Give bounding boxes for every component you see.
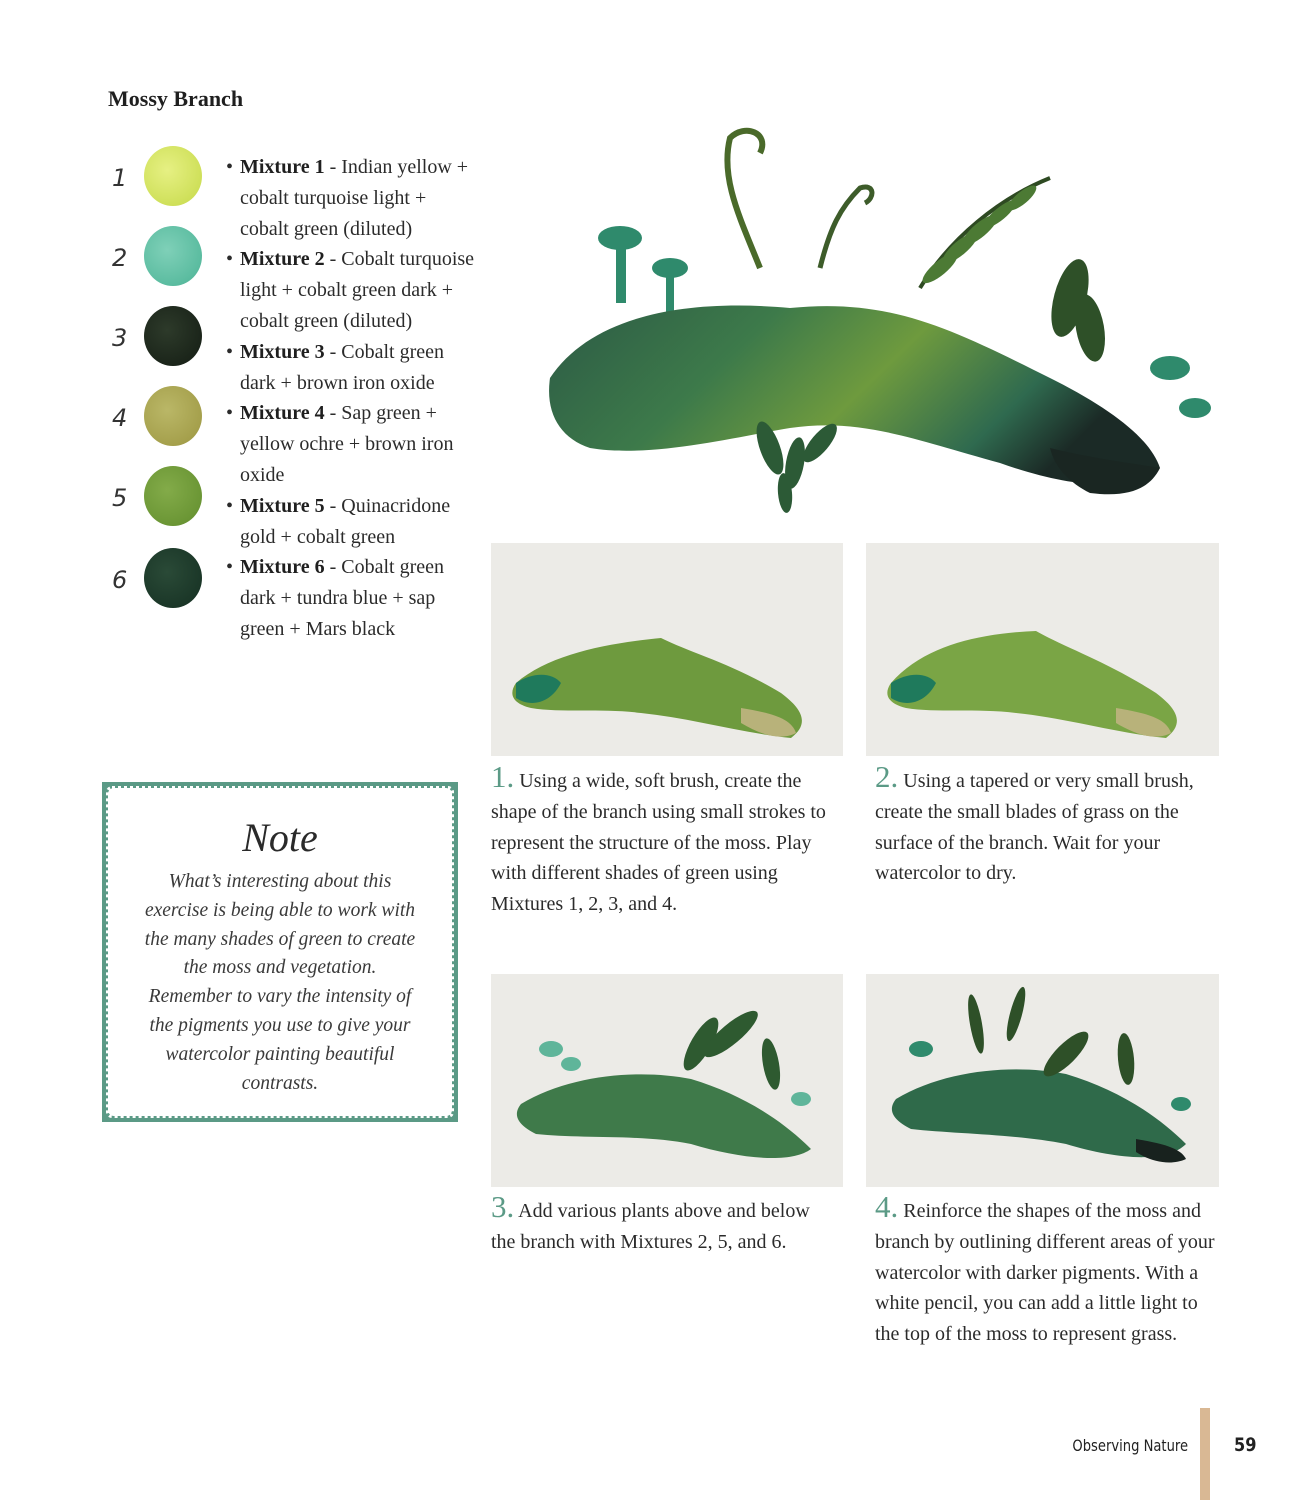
- mixture-item: [226, 152, 476, 244]
- color-swatch: [144, 146, 202, 206]
- mixture-text: - Sap green + yellow ochre + brown iron oxide: [240, 402, 454, 486]
- note-body: What’s interesting about this exercise is being able to work with the many shades of green to create the moss and vegetation. Remember to vary the intensity of the pigments you use to give your watercolor painting beautiful contrasts.: [144, 871, 416, 1094]
- mixture-text: - Cobalt green dark + brown iron oxide: [240, 340, 445, 394]
- footer-section-label: Observing Nature: [1072, 1436, 1188, 1455]
- step-number: 3.: [491, 1189, 515, 1224]
- mixture-text: - Cobalt green dark + tundra blue + sap green + Mars black: [240, 556, 445, 640]
- page-number: 59: [1234, 1434, 1257, 1456]
- swatch-5: [108, 466, 218, 536]
- mixture-name: Mixture 1: [240, 156, 325, 178]
- mixture-name: Mixture 5: [240, 494, 325, 517]
- note-title: Note: [242, 815, 318, 860]
- step-number: 4.: [875, 1189, 899, 1224]
- swatch-number: 5: [112, 484, 128, 512]
- step-1-text: [491, 759, 843, 920]
- mixture-item: [226, 552, 476, 644]
- swatch-3: [108, 306, 218, 376]
- step-description: Using a tapered or very small brush, create the small blades of grass on the surface of the branch. Wait for your watercolor to dry.: [875, 770, 1194, 885]
- mossy-branch-illustration: [530, 118, 1230, 518]
- step-2-photo: [866, 543, 1219, 756]
- footer-divider: [1200, 1408, 1210, 1500]
- step-4-text: [875, 1189, 1223, 1350]
- step-3-text: [491, 1189, 831, 1258]
- step-description: Using a wide, soft brush, create the shape of the branch using small strokes to represent the structure of the moss. Play with different shades of green using Mixtures 1, 2, 3, and 4.: [491, 770, 826, 916]
- swatch-6: [108, 548, 218, 618]
- mixture-text: - Cobalt turquoise light + cobalt green dark + cobalt green (diluted): [240, 248, 475, 332]
- mixture-name: Mixture 2: [240, 248, 325, 271]
- step-2-text: [875, 759, 1219, 889]
- step-description: Reinforce the shapes of the moss and branch by outlining different areas of your watercolor with darker pigments. With a white pencil, you can add a little light to the top of the moss to represent grass.: [875, 1200, 1215, 1346]
- mixtures-list: [226, 152, 476, 645]
- step-4-photo: [866, 974, 1219, 1187]
- step-3-image: [491, 974, 843, 1187]
- swatch-number: 6: [112, 566, 128, 594]
- color-swatch: [144, 226, 202, 286]
- mixture-text: - Quinacridone gold + cobalt green: [240, 494, 451, 548]
- color-swatch: [144, 386, 202, 446]
- swatch-2: [108, 226, 218, 296]
- mixture-name: Mixture 3: [240, 340, 325, 363]
- mixture-text: - Indian yellow + cobalt turquoise light + cobalt green (diluted): [240, 156, 469, 240]
- color-swatch: [144, 306, 202, 366]
- mixture-item: [226, 491, 476, 553]
- note-box: [102, 782, 458, 1122]
- swatch-number: 4: [112, 404, 128, 432]
- mixture-item: [226, 337, 476, 399]
- swatch-1: [108, 146, 218, 216]
- mixture-item: [226, 244, 476, 336]
- swatch-4: [108, 386, 218, 456]
- note-card: [110, 790, 450, 1114]
- hero-painting: [530, 118, 1230, 518]
- color-swatch: [144, 548, 202, 608]
- step-1-image: [491, 543, 843, 756]
- swatch-number: 3: [112, 324, 128, 352]
- mixture-name: Mixture 6: [240, 556, 325, 579]
- swatch-number: 2: [112, 244, 128, 272]
- swatch-number: 1: [112, 164, 128, 192]
- step-4-image: [866, 974, 1219, 1187]
- step-number: 1.: [491, 759, 515, 794]
- step-number: 2.: [875, 759, 899, 794]
- mixture-item: [226, 398, 476, 490]
- step-3-photo: [491, 974, 843, 1187]
- mixture-name: Mixture 4: [240, 402, 325, 425]
- step-2-image: [866, 543, 1219, 756]
- step-1-photo: [491, 543, 843, 756]
- color-swatch: [144, 466, 202, 526]
- step-description: Add various plants above and below the branch with Mixtures 2, 5, and 6.: [491, 1200, 810, 1253]
- page-title: Mossy Branch: [108, 86, 244, 111]
